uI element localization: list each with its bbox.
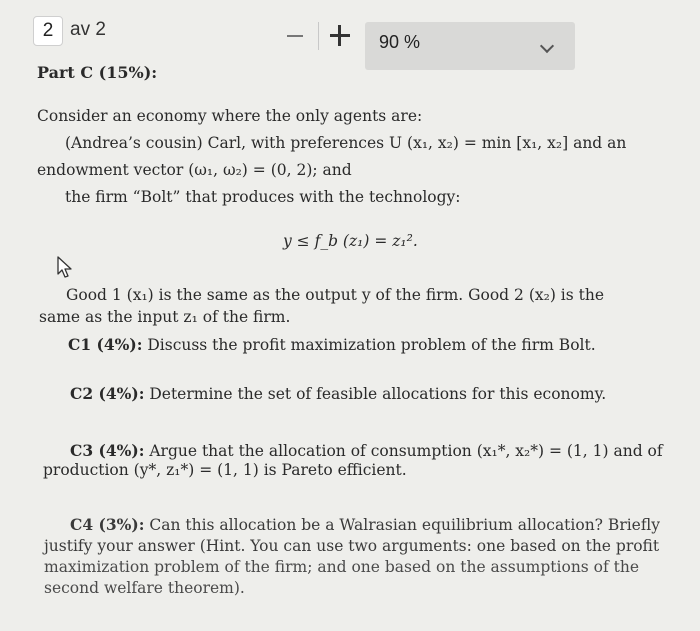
question-c4-line-2: justify your answer (Hint. You can use two arguments: one based on the profit <box>44 537 660 555</box>
mouse-pointer-arrow-icon <box>56 255 76 279</box>
chevron-down-icon <box>540 39 554 53</box>
zoom-separator <box>318 22 319 50</box>
question-c4-line-1 <box>70 515 660 535</box>
question-c1 <box>68 335 596 355</box>
question-c3-line-2: production (y*, z₁*) = (1, 1) is Pareto efficient. <box>43 461 407 479</box>
intro-text: Consider an economy where the only agents are: <box>37 107 423 125</box>
question-c1-text: Discuss the profit maximization problem of the firm Bolt. <box>142 336 596 354</box>
question-c4-line-4: second welfare theorem). <box>44 579 245 597</box>
zoom-level-select[interactable] <box>365 22 575 70</box>
technology-equation: y ≤ f_b (z₁) = z₁². <box>283 232 418 250</box>
page-total-label: av 2 <box>70 19 106 40</box>
carl-text-line-2: endowment vector (ω₁, ω₂) = (0, 2); and <box>37 161 352 179</box>
zoom-out-button[interactable] <box>285 24 307 46</box>
page-number-input[interactable]: 2 <box>33 16 63 46</box>
question-c4-label: C4 (3%): <box>70 515 145 534</box>
question-c4-line-3: maximization problem of the firm; and one based on the assumptions of the <box>44 558 640 576</box>
question-c2-label: C2 (4%): <box>70 384 145 403</box>
pdf-toolbar <box>0 0 700 72</box>
zoom-in-button[interactable] <box>328 24 350 46</box>
carl-text-line-1: (Andrea’s cousin) Carl, with preferences U (x₁, x₂) = min [x₁, x₂] and an <box>65 134 627 152</box>
question-c3-line-1 <box>70 441 663 461</box>
good-text-line-1: Good 1 (x₁) is the same as the output y of the firm. Good 2 (x₂) is the <box>66 286 605 304</box>
question-c2 <box>70 384 606 404</box>
question-c2-text: Determine the set of feasible allocations for this economy. <box>144 385 607 403</box>
firm-text: the firm “Bolt” that produces with the technology: <box>65 188 461 206</box>
question-c1-label: C1 (4%): <box>68 335 143 354</box>
part-heading: Part C (15%): <box>37 63 158 82</box>
good-text-line-2: same as the input z₁ of the firm. <box>39 308 291 326</box>
question-c3-text-1: Argue that the allocation of consumption (x₁*, x₂*) = (1, 1) and of <box>144 442 663 460</box>
zoom-level-value: 90 % <box>379 32 421 52</box>
question-c4-text-1: Can this allocation be a Walrasian equilibrium allocation? Briefly <box>144 516 660 534</box>
question-c3-label: C3 (4%): <box>70 441 145 460</box>
